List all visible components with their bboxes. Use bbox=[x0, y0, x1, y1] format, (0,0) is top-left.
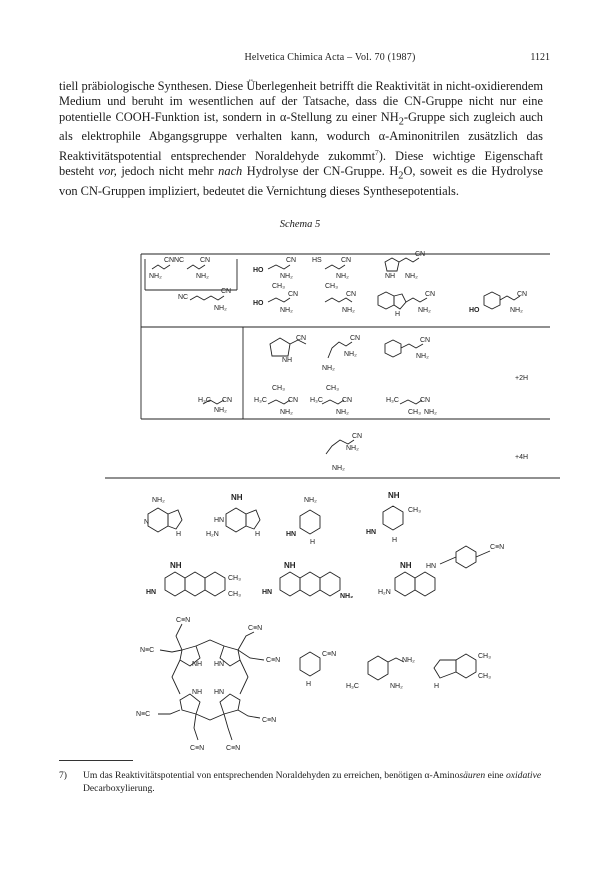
label-nh2: NH₂ bbox=[280, 409, 293, 416]
label-h: H bbox=[310, 539, 316, 546]
label-nh2: NH₂ bbox=[196, 273, 209, 280]
label-nh: NH bbox=[192, 661, 203, 668]
running-header bbox=[110, 52, 550, 68]
footnote-segment: eine bbox=[485, 770, 506, 781]
label-ho: HO bbox=[253, 300, 264, 307]
label-nh2: NH₂ bbox=[416, 353, 429, 360]
label-h3c: H₃C bbox=[386, 397, 399, 404]
footnote-rule bbox=[59, 760, 133, 761]
footnote-segment: Um das Reaktivitätspotential von entsprechenden Noraldehyden zu erreichen, benötigen α-Amino bbox=[83, 770, 460, 781]
label-cn: CN bbox=[221, 288, 232, 295]
label-h2n: H₂N bbox=[206, 531, 219, 538]
label-hn: HN bbox=[214, 517, 225, 524]
label-hn: HN bbox=[146, 589, 157, 596]
label-cn: CN bbox=[425, 291, 436, 298]
label-cn: CN bbox=[200, 257, 211, 264]
label-nc: NC bbox=[174, 257, 185, 264]
label-nh2: NH₂ bbox=[346, 445, 359, 452]
body-text-segment: Hydrolyse der CN-Gruppe. H bbox=[242, 164, 399, 179]
label-ho: HO bbox=[253, 267, 264, 274]
label-cn-triple: C≡N bbox=[176, 617, 191, 624]
footnote-mark: 7) bbox=[59, 770, 67, 781]
subscript: 2 bbox=[398, 170, 404, 182]
label-h: H bbox=[306, 681, 312, 688]
label-nh2: NH₂ bbox=[214, 407, 227, 414]
label-ch3: CH₃ bbox=[228, 591, 241, 598]
label-nh2: NH₂ bbox=[214, 305, 227, 312]
label-nh: NH bbox=[400, 561, 412, 570]
label-nh2: NH₂ bbox=[342, 307, 355, 314]
label-nh2: NH₂ bbox=[336, 273, 349, 280]
label-h: H bbox=[392, 537, 398, 544]
subscript: 2 bbox=[398, 116, 404, 128]
label-nh2: NH₂ bbox=[149, 273, 162, 280]
label-h2n: H₂N bbox=[378, 589, 391, 596]
journal-title: Helvetica Chimica Acta – Vol. 70 (1987) bbox=[244, 52, 416, 63]
emphasis: säuren bbox=[459, 770, 486, 781]
label-nh: NH bbox=[388, 491, 400, 500]
page-number: 1121 bbox=[530, 52, 550, 63]
footnote-text bbox=[83, 770, 543, 795]
label-cn-triple: C≡N bbox=[190, 745, 205, 752]
label-nh2: NH₂ bbox=[322, 365, 335, 372]
footnote-segment: Decarboxylierung. bbox=[83, 782, 155, 794]
label-cn: CN bbox=[341, 257, 352, 264]
body-text-segment: O, soweit es die Hydrolyse von CN-Gruppen impliziert, bedeutet die Vernichtung dieses Synthesepotentials. bbox=[59, 164, 543, 198]
label-cn-triple: C≡N bbox=[490, 544, 505, 551]
label-cn-triple: C≡N bbox=[248, 625, 263, 632]
label-nh2: NH₂ bbox=[405, 273, 418, 280]
emphasis: nach bbox=[218, 164, 243, 179]
label-ch3: CH₃ bbox=[228, 575, 241, 582]
label-cn-triple: C≡N bbox=[266, 657, 281, 664]
label-nh2: NH₂ bbox=[304, 497, 317, 504]
emphasis: oxidative bbox=[505, 770, 542, 781]
label-cn: CN bbox=[346, 291, 357, 298]
label-ch3: CH₃ bbox=[272, 283, 285, 290]
label-nh2: NH₂ bbox=[390, 683, 403, 690]
label-h3c: H₃C bbox=[310, 397, 323, 404]
label-ch3: CH₃ bbox=[408, 409, 421, 416]
label-hn: HN bbox=[262, 589, 273, 596]
label-cn: CN bbox=[296, 335, 307, 342]
schema-caption: Schema 5 bbox=[279, 219, 321, 230]
label-cn: CN bbox=[342, 397, 353, 404]
label-ch3: CH₃ bbox=[478, 673, 491, 680]
label-cn: CN bbox=[415, 251, 426, 258]
label-cn: CN bbox=[420, 397, 431, 404]
label-nh: NH bbox=[170, 561, 182, 570]
label-cn: CN bbox=[164, 257, 175, 264]
label-nh: NH bbox=[231, 493, 243, 502]
label-nh: NH bbox=[385, 273, 396, 280]
label-ch3: CH₃ bbox=[325, 283, 338, 290]
label-plus-2h: +2H bbox=[515, 375, 529, 382]
label-nh2: NH₂ bbox=[424, 409, 437, 416]
label-cn: CN bbox=[288, 291, 299, 298]
label-hn: HN bbox=[214, 689, 225, 696]
label-ho: HO bbox=[469, 307, 480, 314]
label-nh: NH bbox=[282, 357, 293, 364]
label-nh2: NH₂ bbox=[152, 497, 165, 504]
label-nh2: NH₂ bbox=[510, 307, 523, 314]
label-ch3: CH₃ bbox=[408, 507, 421, 514]
label-nh2: NH₂ bbox=[336, 409, 349, 416]
label-h3c: H₃C bbox=[254, 397, 267, 404]
label-nc: NC bbox=[178, 294, 189, 301]
label-nh2: NH₂ bbox=[280, 273, 293, 280]
label-cn: CN bbox=[420, 337, 431, 344]
label-hn: HN bbox=[366, 529, 377, 536]
label-cn: CN bbox=[350, 335, 361, 342]
body-text-segment: ). Diese wichtige Eigenschaft besteht bbox=[59, 148, 543, 179]
label-nh2: NH₂ bbox=[402, 657, 415, 664]
label-nh2: NH₂ bbox=[340, 593, 354, 600]
label-h: H bbox=[395, 311, 401, 318]
label-cn-triple: C≡N bbox=[322, 651, 337, 658]
label-nh: NH bbox=[192, 689, 203, 696]
label-nh2: NH₂ bbox=[332, 465, 345, 472]
label-n: N bbox=[144, 519, 150, 526]
label-cn-triple: C≡N bbox=[226, 745, 241, 752]
label-h3c: H₃C bbox=[346, 683, 359, 690]
label-nh2: NH₂ bbox=[280, 307, 293, 314]
label-h: H bbox=[255, 531, 261, 538]
label-nh2: NH₂ bbox=[418, 307, 431, 314]
label-hn: HN bbox=[214, 661, 225, 668]
body-text-segment: -Gruppe sich zugleich auch als elektrophile Abgangsgruppe verhalten kann, wodurch α-Aminonitrilen zusätzlich das Reaktivitätspotential entsprechender Noraldehyde zukommt bbox=[59, 109, 544, 163]
label-ch3: CH₃ bbox=[478, 653, 491, 660]
label-cn: CN bbox=[288, 397, 299, 404]
label-h3c: H₃C bbox=[198, 397, 211, 404]
label-cn: CN bbox=[286, 257, 297, 264]
label-cn: CN bbox=[352, 433, 363, 440]
label-h: H bbox=[176, 531, 182, 538]
body-paragraph bbox=[59, 79, 543, 199]
label-cn: CN bbox=[222, 397, 233, 404]
label-nh: NH bbox=[284, 561, 296, 570]
label-cn: CN bbox=[517, 291, 528, 298]
label-plus-4h: +4H bbox=[515, 454, 529, 461]
label-nh2: NH₂ bbox=[344, 351, 357, 358]
label-h: H bbox=[434, 683, 440, 690]
label-hn: HN bbox=[426, 563, 437, 570]
chemical-structures-diagram bbox=[100, 232, 568, 762]
footnote bbox=[59, 770, 543, 795]
body-text-segment: tiell präbiologische Synthesen. Diese Überlegenheit betrifft die Reaktivität in nicht-oxidierendem Medium und beruht im wesentlichen auf der Tatsache, dass die CN-Gruppe nicht nur eine potentielle COOH-Funktion ist, sondern in α-Stellung zu einer NH bbox=[59, 79, 543, 124]
label-cn-triple: C≡N bbox=[262, 717, 277, 724]
label-hn: HN bbox=[286, 531, 297, 538]
label-nc-triple: N≡C bbox=[140, 647, 155, 654]
label-ch3: CH₃ bbox=[272, 385, 285, 392]
schema-figure bbox=[100, 232, 568, 762]
emphasis: vor, bbox=[98, 164, 117, 179]
label-hs: HS bbox=[312, 257, 322, 264]
label-nc-triple: N≡C bbox=[136, 711, 151, 718]
label-ch3: CH₃ bbox=[326, 385, 339, 392]
footnote-reference[interactable]: 7 bbox=[375, 147, 379, 157]
body-text-segment: jedoch nicht mehr bbox=[116, 164, 219, 179]
